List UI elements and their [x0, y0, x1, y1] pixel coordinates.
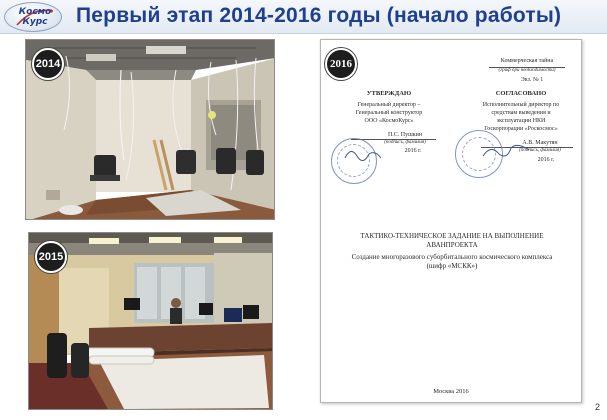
photo-2015-office: [28, 232, 273, 410]
agree-heading: СОГЛАСОВАНО: [495, 90, 547, 97]
doc-classification-note: (гриф при необходимости): [498, 68, 556, 73]
logo-text: [12, 7, 58, 27]
doc-title-line-1: ТАКТИКО-ТЕХНИЧЕСКОЕ ЗАДАНИЕ НА ВЫПОЛНЕНИЕ АВАНПРОЕКТА: [360, 232, 544, 249]
agree-signature: [481, 140, 531, 162]
approve-signer: П.С. Пушкин: [387, 132, 423, 138]
approve-heading: УТВЕРЖДАЮ: [366, 90, 412, 97]
agree-line-1: Исполнительный директор по: [482, 102, 560, 108]
technical-assignment-document: [320, 39, 582, 403]
doc-copy-number: Экз. № 1: [520, 77, 544, 83]
approve-line-3: ООО «КосмоКурс»: [364, 118, 414, 124]
doc-classification: Коммерческая тайна: [500, 58, 554, 64]
agree-signer-note: (подпись, фамилия): [519, 148, 561, 153]
agree-line-2: средствам выведения и: [491, 110, 551, 116]
agree-line-3: эксплуатации НКИ: [496, 118, 546, 124]
approve-signature: [343, 144, 383, 166]
approve-signer-note: (подпись, фамилия): [384, 140, 426, 145]
kosmokurs-logo: [4, 2, 62, 32]
logo-line-2: Курс: [22, 17, 48, 27]
year-badge-2016: 2016: [325, 48, 357, 80]
agree-date: 2016 г.: [537, 157, 555, 163]
logo-line-1: Космо: [18, 7, 52, 17]
doc-title-line-2: Создание многоразового суборбитального космического комплекса: [351, 253, 553, 261]
agree-line-4: Госкорпорации «Роскосмос»: [484, 126, 558, 132]
approve-line-1: Генеральный директор –: [357, 102, 421, 108]
slide-title: Первый этап 2014-2016 годы (начало работы): [76, 4, 562, 27]
agree-signer: А.В. Макутян: [522, 140, 558, 146]
approve-line-2: Генеральный конструктор: [355, 110, 423, 116]
year-badge-2015: 2015: [35, 241, 67, 273]
doc-title: [339, 232, 565, 271]
doc-footer-place-year: Москва 2016: [433, 388, 469, 395]
page-number: 2: [595, 402, 601, 412]
year-badge-2014: 2014: [32, 48, 64, 80]
approve-date: 2016 г.: [404, 148, 422, 154]
doc-title-line-3: (шифр «МСКК»): [426, 262, 478, 270]
slide-header: [0, 0, 607, 34]
photo-2014-renovation: [25, 39, 275, 220]
